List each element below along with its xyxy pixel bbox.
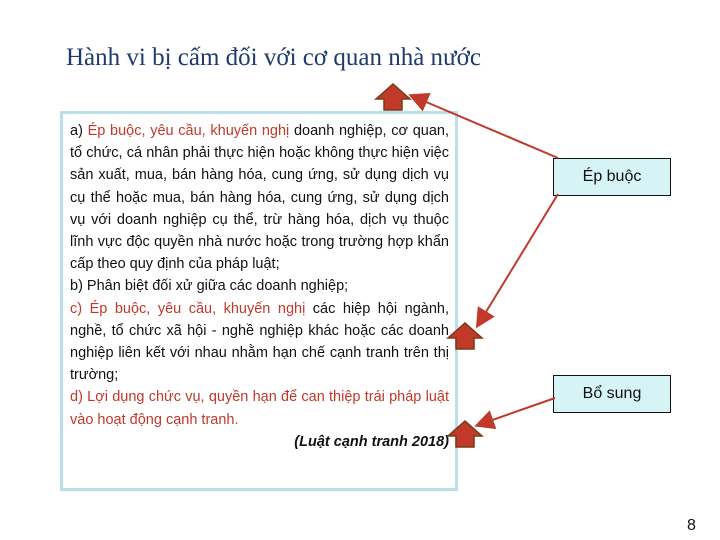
clause-c-highlight: Ép buộc, yêu cầu, khuyến nghị: [89, 300, 306, 317]
bo-sung-connector: [478, 398, 555, 425]
ep-buoc-connector-top: [412, 96, 558, 158]
source-citation: (Luật cạnh tranh 2018): [294, 433, 449, 450]
page-title: Hành vi bị cấm đối với cơ quan nhà nước: [66, 44, 481, 71]
clause-a-label: a): [70, 123, 88, 139]
up-arrow-icon: [448, 323, 482, 349]
up-arrow-icon: [448, 421, 482, 447]
clause-c-label: c): [70, 300, 90, 317]
clause-d: d) Lợi dụng chức vụ, quyền hạn để can thiệp trái pháp luật vào hoạt động cạnh tranh.: [70, 389, 449, 428]
clause-c-text: các hiệp hội ngành, nghề, tổ chức xã hội - nghề nghiệp khác hoặc các doanh nghiệp liên kết với nhau nhằm hạn chế cạnh tranh trên thị trường;: [70, 300, 450, 384]
clause-a-text: doanh nghiệp, cơ quan, tổ chức, cá nhân phải thực hiện hoặc không thực hiện việc sản xuất, mua, bán hàng hóa, cung ứng, sử dụng dịch vụ cụ thể hoặc mua, bán hàng hóa, cung ứng, sử dụng dịch vụ với doanh nghiệp cụ thể, trừ hàng hóa, dịch vụ thuộc lĩnh vực độc quyền nhà nước hoặc trong trường hợp khẩn cấp theo quy định của pháp luật;: [70, 123, 449, 273]
clause-b: b) Phân biệt đối xử giữa các doanh nghiệp;: [70, 278, 349, 295]
page-number: 8: [687, 517, 696, 534]
ep-buoc-label: Ép buộc: [553, 158, 671, 196]
up-arrow-icon: [376, 84, 410, 110]
clause-a-highlight: Ép buộc, yêu cầu, khuyến nghị: [87, 123, 290, 139]
ep-buoc-connector-bottom: [478, 194, 558, 325]
bo-sung-label: Bổ sung: [553, 375, 671, 413]
